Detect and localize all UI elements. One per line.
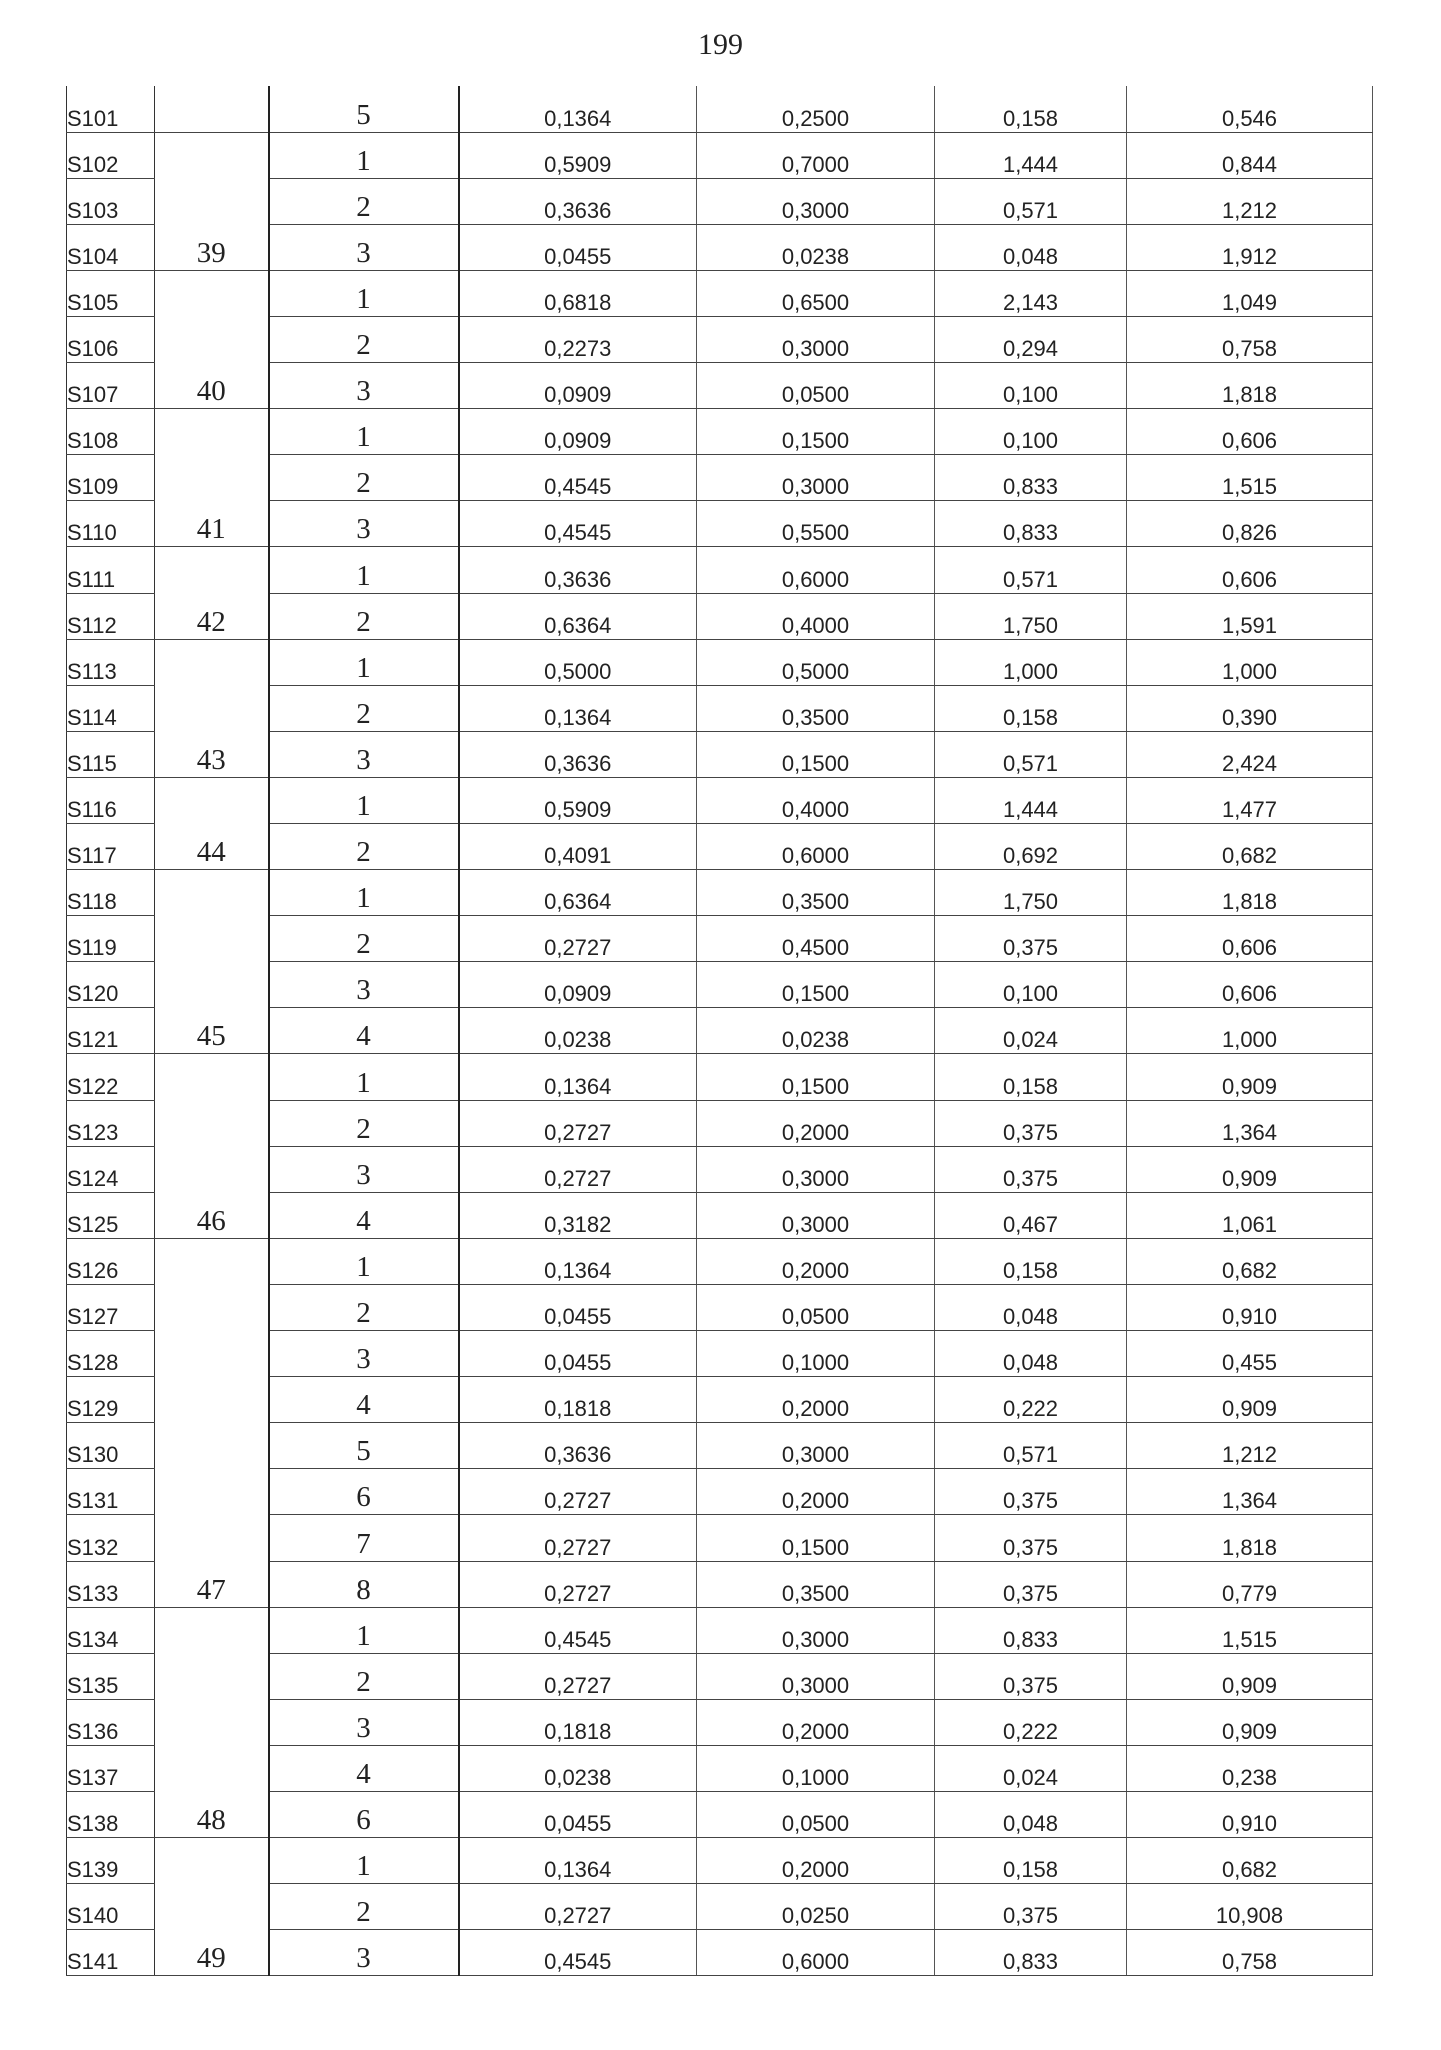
value-col-4: 1,049 bbox=[1127, 270, 1373, 316]
value-col-2: 0,0250 bbox=[697, 1884, 935, 1930]
sub-number: 3 bbox=[269, 224, 459, 270]
value-col-2: 0,6500 bbox=[697, 270, 935, 316]
value-col-2: 0,3000 bbox=[697, 1192, 935, 1238]
sub-number: 1 bbox=[269, 1238, 459, 1284]
value-col-3: 0,375 bbox=[935, 1653, 1127, 1699]
value-col-3: 0,294 bbox=[935, 316, 1127, 362]
group-number: 43 bbox=[155, 639, 269, 777]
group-number: 39 bbox=[155, 132, 269, 270]
value-col-3: 0,692 bbox=[935, 824, 1127, 870]
value-col-1: 0,2727 bbox=[459, 1561, 697, 1607]
value-col-2: 0,3500 bbox=[697, 870, 935, 916]
value-col-1: 0,3636 bbox=[459, 731, 697, 777]
sample-code: S114 bbox=[67, 685, 155, 731]
value-col-1: 0,1364 bbox=[459, 86, 697, 132]
value-col-4: 1,515 bbox=[1127, 1607, 1373, 1653]
value-col-3: 0,024 bbox=[935, 1745, 1127, 1791]
value-col-4: 0,606 bbox=[1127, 916, 1373, 962]
value-col-3: 0,571 bbox=[935, 1423, 1127, 1469]
value-col-3: 0,467 bbox=[935, 1192, 1127, 1238]
value-col-2: 0,1000 bbox=[697, 1745, 935, 1791]
value-col-4: 0,910 bbox=[1127, 1284, 1373, 1330]
value-col-4: 1,000 bbox=[1127, 639, 1373, 685]
value-col-1: 0,3182 bbox=[459, 1192, 697, 1238]
value-col-1: 0,3636 bbox=[459, 1423, 697, 1469]
value-col-2: 0,3000 bbox=[697, 1653, 935, 1699]
value-col-4: 0,682 bbox=[1127, 1238, 1373, 1284]
sub-number: 1 bbox=[269, 639, 459, 685]
sample-code: S106 bbox=[67, 316, 155, 362]
value-col-2: 0,0500 bbox=[697, 1284, 935, 1330]
value-col-1: 0,3636 bbox=[459, 178, 697, 224]
sub-number: 2 bbox=[269, 1100, 459, 1146]
value-col-1: 0,1364 bbox=[459, 685, 697, 731]
value-col-2: 0,3000 bbox=[697, 1146, 935, 1192]
value-col-1: 0,1364 bbox=[459, 1838, 697, 1884]
value-col-1: 0,2727 bbox=[459, 1100, 697, 1146]
value-col-1: 0,4545 bbox=[459, 455, 697, 501]
value-col-1: 0,3636 bbox=[459, 547, 697, 593]
value-col-4: 0,910 bbox=[1127, 1791, 1373, 1837]
value-col-4: 1,818 bbox=[1127, 1515, 1373, 1561]
table-row bbox=[67, 86, 1373, 132]
value-col-1: 0,0455 bbox=[459, 1791, 697, 1837]
value-col-3: 0,375 bbox=[935, 1884, 1127, 1930]
value-col-1: 0,0909 bbox=[459, 409, 697, 455]
value-col-1: 0,1364 bbox=[459, 1238, 697, 1284]
value-col-3: 0,833 bbox=[935, 501, 1127, 547]
value-col-1: 0,5000 bbox=[459, 639, 697, 685]
value-col-4: 0,909 bbox=[1127, 1699, 1373, 1745]
value-col-1: 0,0455 bbox=[459, 224, 697, 270]
value-col-3: 0,375 bbox=[935, 916, 1127, 962]
value-col-4: 0,682 bbox=[1127, 824, 1373, 870]
sub-number: 4 bbox=[269, 1192, 459, 1238]
value-col-4: 0,238 bbox=[1127, 1745, 1373, 1791]
value-col-1: 0,4545 bbox=[459, 1930, 697, 1976]
value-col-4: 0,826 bbox=[1127, 501, 1373, 547]
value-col-4: 0,758 bbox=[1127, 1930, 1373, 1976]
sub-number: 1 bbox=[269, 132, 459, 178]
value-col-4: 1,912 bbox=[1127, 224, 1373, 270]
sub-number: 3 bbox=[269, 1331, 459, 1377]
sub-number: 2 bbox=[269, 1653, 459, 1699]
sample-code: S135 bbox=[67, 1653, 155, 1699]
value-col-2: 0,5000 bbox=[697, 639, 935, 685]
value-col-4: 0,682 bbox=[1127, 1838, 1373, 1884]
sample-code: S122 bbox=[67, 1054, 155, 1100]
value-col-2: 0,4000 bbox=[697, 593, 935, 639]
value-col-2: 0,4500 bbox=[697, 916, 935, 962]
value-col-3: 0,100 bbox=[935, 409, 1127, 455]
value-col-3: 0,048 bbox=[935, 1284, 1127, 1330]
table-row bbox=[67, 639, 1373, 685]
sub-number: 2 bbox=[269, 316, 459, 362]
value-col-2: 0,2000 bbox=[697, 1469, 935, 1515]
value-col-3: 0,100 bbox=[935, 962, 1127, 1008]
sub-number: 4 bbox=[269, 1745, 459, 1791]
value-col-4: 0,844 bbox=[1127, 132, 1373, 178]
value-col-4: 1,364 bbox=[1127, 1469, 1373, 1515]
value-col-1: 0,5909 bbox=[459, 132, 697, 178]
value-col-2: 0,0500 bbox=[697, 363, 935, 409]
value-col-4: 0,546 bbox=[1127, 86, 1373, 132]
sample-code: S109 bbox=[67, 455, 155, 501]
value-col-3: 0,048 bbox=[935, 1331, 1127, 1377]
value-col-2: 0,4000 bbox=[697, 777, 935, 823]
value-col-1: 0,2727 bbox=[459, 916, 697, 962]
sub-number: 3 bbox=[269, 501, 459, 547]
value-col-2: 0,1000 bbox=[697, 1331, 935, 1377]
value-col-2: 0,3000 bbox=[697, 1423, 935, 1469]
sample-code: S129 bbox=[67, 1377, 155, 1423]
sub-number: 1 bbox=[269, 1054, 459, 1100]
table-row bbox=[67, 1607, 1373, 1653]
value-col-4: 0,909 bbox=[1127, 1054, 1373, 1100]
group-number: 49 bbox=[155, 1838, 269, 1976]
value-col-2: 0,6000 bbox=[697, 547, 935, 593]
sub-number: 5 bbox=[269, 1423, 459, 1469]
value-col-1: 0,2273 bbox=[459, 316, 697, 362]
sample-code: S101 bbox=[67, 86, 155, 132]
sample-code: S124 bbox=[67, 1146, 155, 1192]
value-col-2: 0,2000 bbox=[697, 1838, 935, 1884]
value-col-3: 0,100 bbox=[935, 363, 1127, 409]
group-number: 40 bbox=[155, 270, 269, 408]
value-col-1: 0,6364 bbox=[459, 593, 697, 639]
value-col-1: 0,2727 bbox=[459, 1469, 697, 1515]
value-col-4: 1,212 bbox=[1127, 1423, 1373, 1469]
sub-number: 1 bbox=[269, 870, 459, 916]
value-col-1: 0,1818 bbox=[459, 1377, 697, 1423]
value-col-3: 1,444 bbox=[935, 132, 1127, 178]
sub-number: 1 bbox=[269, 777, 459, 823]
value-col-2: 0,3000 bbox=[697, 178, 935, 224]
sample-code: S102 bbox=[67, 132, 155, 178]
value-col-3: 0,833 bbox=[935, 455, 1127, 501]
sample-code: S123 bbox=[67, 1100, 155, 1146]
sample-code: S119 bbox=[67, 916, 155, 962]
value-col-4: 1,818 bbox=[1127, 363, 1373, 409]
value-col-4: 1,061 bbox=[1127, 1192, 1373, 1238]
value-col-1: 0,0455 bbox=[459, 1284, 697, 1330]
value-col-1: 0,4545 bbox=[459, 1607, 697, 1653]
value-col-2: 0,7000 bbox=[697, 132, 935, 178]
value-col-1: 0,2727 bbox=[459, 1884, 697, 1930]
value-col-4: 0,455 bbox=[1127, 1331, 1373, 1377]
value-col-3: 0,571 bbox=[935, 547, 1127, 593]
value-col-2: 0,6000 bbox=[697, 824, 935, 870]
value-col-3: 0,048 bbox=[935, 224, 1127, 270]
sample-code: S105 bbox=[67, 270, 155, 316]
sub-number: 6 bbox=[269, 1469, 459, 1515]
sub-number: 4 bbox=[269, 1008, 459, 1054]
value-col-4: 1,000 bbox=[1127, 1008, 1373, 1054]
value-col-2: 0,3500 bbox=[697, 685, 935, 731]
sub-number: 5 bbox=[269, 86, 459, 132]
value-col-4: 0,779 bbox=[1127, 1561, 1373, 1607]
value-col-3: 0,158 bbox=[935, 1838, 1127, 1884]
value-col-4: 1,818 bbox=[1127, 870, 1373, 916]
value-col-2: 0,1500 bbox=[697, 731, 935, 777]
value-col-3: 0,571 bbox=[935, 731, 1127, 777]
sample-code: S108 bbox=[67, 409, 155, 455]
value-col-4: 1,515 bbox=[1127, 455, 1373, 501]
value-col-3: 0,571 bbox=[935, 178, 1127, 224]
sub-number: 1 bbox=[269, 547, 459, 593]
value-col-3: 0,833 bbox=[935, 1607, 1127, 1653]
value-col-2: 0,3000 bbox=[697, 455, 935, 501]
value-col-4: 0,606 bbox=[1127, 962, 1373, 1008]
sample-code: S133 bbox=[67, 1561, 155, 1607]
value-col-2: 0,0500 bbox=[697, 1791, 935, 1837]
table-row bbox=[67, 870, 1373, 916]
value-col-4: 0,909 bbox=[1127, 1146, 1373, 1192]
value-col-1: 0,0238 bbox=[459, 1008, 697, 1054]
value-col-4: 1,364 bbox=[1127, 1100, 1373, 1146]
value-col-2: 0,6000 bbox=[697, 1930, 935, 1976]
sub-number: 2 bbox=[269, 1284, 459, 1330]
table-body bbox=[67, 86, 1373, 1976]
sub-number: 7 bbox=[269, 1515, 459, 1561]
sub-number: 3 bbox=[269, 962, 459, 1008]
sample-code: S107 bbox=[67, 363, 155, 409]
sub-number: 4 bbox=[269, 1377, 459, 1423]
sub-number: 3 bbox=[269, 363, 459, 409]
value-col-3: 0,375 bbox=[935, 1515, 1127, 1561]
table-row bbox=[67, 547, 1373, 593]
sample-code: S131 bbox=[67, 1469, 155, 1515]
value-col-1: 0,6364 bbox=[459, 870, 697, 916]
value-col-2: 0,0238 bbox=[697, 1008, 935, 1054]
sample-code: S132 bbox=[67, 1515, 155, 1561]
value-col-2: 0,2000 bbox=[697, 1377, 935, 1423]
table-row bbox=[67, 132, 1373, 178]
value-col-1: 0,1818 bbox=[459, 1699, 697, 1745]
group-number: 48 bbox=[155, 1607, 269, 1837]
sample-code: S113 bbox=[67, 639, 155, 685]
value-col-3: 0,158 bbox=[935, 1238, 1127, 1284]
value-col-4: 0,606 bbox=[1127, 547, 1373, 593]
sub-number: 1 bbox=[269, 1838, 459, 1884]
value-col-3: 0,158 bbox=[935, 86, 1127, 132]
sub-number: 3 bbox=[269, 1699, 459, 1745]
group-number bbox=[155, 86, 269, 132]
value-col-2: 0,1500 bbox=[697, 962, 935, 1008]
value-col-2: 0,2500 bbox=[697, 86, 935, 132]
group-number: 47 bbox=[155, 1238, 269, 1607]
value-col-4: 1,212 bbox=[1127, 178, 1373, 224]
sample-code: S112 bbox=[67, 593, 155, 639]
value-col-4: 1,591 bbox=[1127, 593, 1373, 639]
sample-code: S125 bbox=[67, 1192, 155, 1238]
value-col-4: 0,909 bbox=[1127, 1377, 1373, 1423]
value-col-3: 0,158 bbox=[935, 685, 1127, 731]
sub-number: 3 bbox=[269, 731, 459, 777]
table-row bbox=[67, 1838, 1373, 1884]
sample-code: S139 bbox=[67, 1838, 155, 1884]
value-col-3: 0,024 bbox=[935, 1008, 1127, 1054]
sub-number: 1 bbox=[269, 409, 459, 455]
table-row bbox=[67, 409, 1373, 455]
value-col-1: 0,0909 bbox=[459, 363, 697, 409]
value-col-1: 0,2727 bbox=[459, 1146, 697, 1192]
value-col-2: 0,3500 bbox=[697, 1561, 935, 1607]
value-col-1: 0,1364 bbox=[459, 1054, 697, 1100]
value-col-3: 0,048 bbox=[935, 1791, 1127, 1837]
table-row bbox=[67, 777, 1373, 823]
value-col-4: 10,908 bbox=[1127, 1884, 1373, 1930]
sub-number: 2 bbox=[269, 1884, 459, 1930]
value-col-3: 0,375 bbox=[935, 1561, 1127, 1607]
value-col-4: 2,424 bbox=[1127, 731, 1373, 777]
value-col-1: 0,2727 bbox=[459, 1653, 697, 1699]
value-col-2: 0,2000 bbox=[697, 1238, 935, 1284]
sample-code: S115 bbox=[67, 731, 155, 777]
group-number: 41 bbox=[155, 409, 269, 547]
value-col-1: 0,4091 bbox=[459, 824, 697, 870]
value-col-3: 2,143 bbox=[935, 270, 1127, 316]
sample-code: S103 bbox=[67, 178, 155, 224]
value-col-2: 0,1500 bbox=[697, 1515, 935, 1561]
value-col-2: 0,5500 bbox=[697, 501, 935, 547]
sub-number: 1 bbox=[269, 270, 459, 316]
value-col-3: 1,444 bbox=[935, 777, 1127, 823]
value-col-1: 0,0909 bbox=[459, 962, 697, 1008]
value-col-3: 0,375 bbox=[935, 1100, 1127, 1146]
value-col-3: 1,750 bbox=[935, 870, 1127, 916]
page-number: 199 bbox=[698, 28, 743, 61]
value-col-4: 0,758 bbox=[1127, 316, 1373, 362]
sample-code: S117 bbox=[67, 824, 155, 870]
sub-number: 3 bbox=[269, 1146, 459, 1192]
sample-code: S110 bbox=[67, 501, 155, 547]
sample-code: S134 bbox=[67, 1607, 155, 1653]
sample-code: S120 bbox=[67, 962, 155, 1008]
sample-code: S111 bbox=[67, 547, 155, 593]
value-col-3: 0,375 bbox=[935, 1469, 1127, 1515]
sample-code: S121 bbox=[67, 1008, 155, 1054]
sample-code: S126 bbox=[67, 1238, 155, 1284]
value-col-1: 0,4545 bbox=[459, 501, 697, 547]
group-number: 42 bbox=[155, 547, 269, 639]
value-col-1: 0,0238 bbox=[459, 1745, 697, 1791]
sub-number: 2 bbox=[269, 455, 459, 501]
value-col-2: 0,2000 bbox=[697, 1699, 935, 1745]
value-col-1: 0,2727 bbox=[459, 1515, 697, 1561]
sub-number: 2 bbox=[269, 916, 459, 962]
sample-code: S138 bbox=[67, 1791, 155, 1837]
value-col-1: 0,6818 bbox=[459, 270, 697, 316]
value-col-2: 0,3000 bbox=[697, 316, 935, 362]
sub-number: 2 bbox=[269, 593, 459, 639]
value-col-2: 0,2000 bbox=[697, 1100, 935, 1146]
table-row bbox=[67, 270, 1373, 316]
sample-code: S141 bbox=[67, 1930, 155, 1976]
sub-number: 2 bbox=[269, 685, 459, 731]
sub-number: 6 bbox=[269, 1791, 459, 1837]
value-col-3: 0,158 bbox=[935, 1054, 1127, 1100]
value-col-3: 1,000 bbox=[935, 639, 1127, 685]
value-col-3: 0,222 bbox=[935, 1699, 1127, 1745]
sample-code: S130 bbox=[67, 1423, 155, 1469]
sub-number: 2 bbox=[269, 178, 459, 224]
sub-number: 2 bbox=[269, 824, 459, 870]
sample-code: S127 bbox=[67, 1284, 155, 1330]
sample-code: S137 bbox=[67, 1745, 155, 1791]
data-table bbox=[66, 86, 1373, 1976]
value-col-2: 0,1500 bbox=[697, 409, 935, 455]
sample-code: S116 bbox=[67, 777, 155, 823]
table-row bbox=[67, 1238, 1373, 1284]
sub-number: 1 bbox=[269, 1607, 459, 1653]
sample-code: S128 bbox=[67, 1331, 155, 1377]
value-col-4: 0,606 bbox=[1127, 409, 1373, 455]
sub-number: 3 bbox=[269, 1930, 459, 1976]
sub-number: 8 bbox=[269, 1561, 459, 1607]
sample-code: S140 bbox=[67, 1884, 155, 1930]
value-col-2: 0,0238 bbox=[697, 224, 935, 270]
value-col-3: 0,375 bbox=[935, 1146, 1127, 1192]
value-col-4: 0,909 bbox=[1127, 1653, 1373, 1699]
group-number: 46 bbox=[155, 1054, 269, 1238]
value-col-1: 0,5909 bbox=[459, 777, 697, 823]
value-col-4: 0,390 bbox=[1127, 685, 1373, 731]
value-col-2: 0,3000 bbox=[697, 1607, 935, 1653]
sample-code: S118 bbox=[67, 870, 155, 916]
value-col-3: 0,222 bbox=[935, 1377, 1127, 1423]
sample-code: S136 bbox=[67, 1699, 155, 1745]
value-col-4: 1,477 bbox=[1127, 777, 1373, 823]
sample-code: S104 bbox=[67, 224, 155, 270]
value-col-3: 0,833 bbox=[935, 1930, 1127, 1976]
value-col-3: 1,750 bbox=[935, 593, 1127, 639]
table-row bbox=[67, 1054, 1373, 1100]
group-number: 44 bbox=[155, 777, 269, 869]
group-number: 45 bbox=[155, 870, 269, 1054]
value-col-1: 0,0455 bbox=[459, 1331, 697, 1377]
value-col-2: 0,1500 bbox=[697, 1054, 935, 1100]
